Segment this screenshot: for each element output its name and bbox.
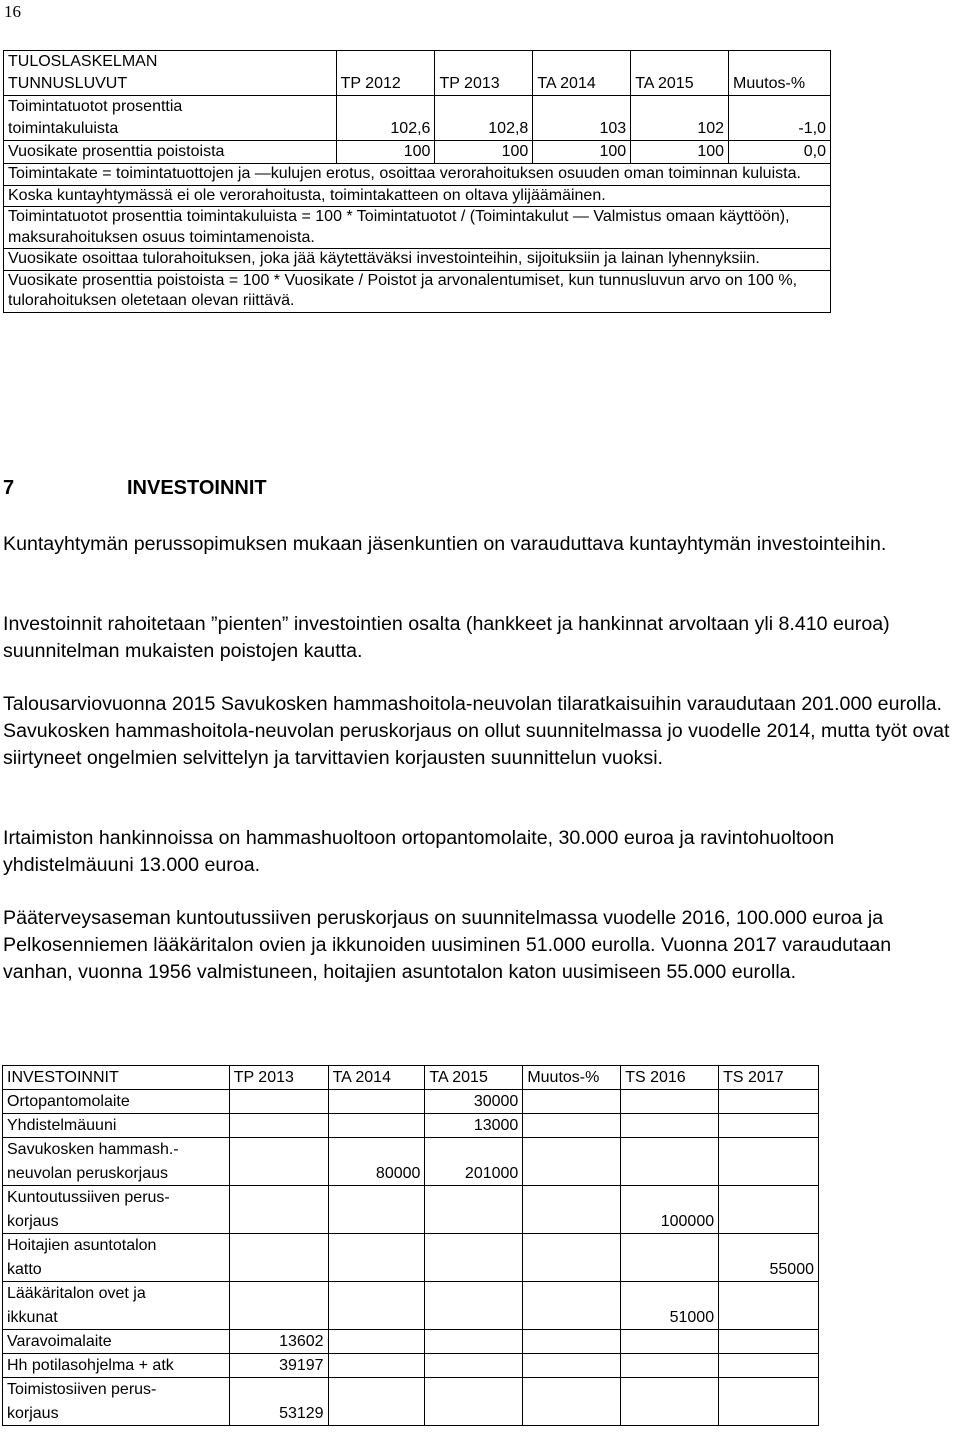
table-cell	[229, 1282, 328, 1330]
table-cell	[523, 1138, 621, 1186]
table-header-row	[3, 1066, 819, 1090]
table-cell	[719, 1354, 819, 1378]
table-cell: 13602	[229, 1330, 328, 1354]
table-cell	[523, 1282, 621, 1330]
table-cell: -1,0	[729, 96, 831, 141]
table-cell: 103	[533, 96, 631, 141]
row-label: Vuosikate prosenttia poistoista	[4, 141, 337, 164]
table-cell	[523, 1090, 621, 1114]
table-cell	[328, 1354, 425, 1378]
column-header: INVESTOINNIT	[3, 1066, 230, 1090]
table-cell	[328, 1330, 425, 1354]
table-note: Vuosikate prosenttia poistoista = 100 * Vuosikate / Poistot ja arvonalentumiset, kun tunnusluvun arvo on 100 %, tulorahoituksen oletetaan olevan riittävä.	[4, 270, 831, 312]
column-header: Muutos-%	[729, 51, 831, 96]
table-cell: 55000	[719, 1234, 819, 1282]
table-row	[3, 1138, 819, 1186]
table-cell: 51000	[621, 1282, 719, 1330]
table-cell: 102,8	[435, 96, 533, 141]
table-cell	[328, 1378, 425, 1426]
table-row	[3, 1090, 819, 1114]
column-header: TA 2014	[533, 51, 631, 96]
row-label	[3, 1186, 230, 1234]
table-cell: 100000	[621, 1186, 719, 1234]
table-cell	[523, 1186, 621, 1234]
column-header: TA 2014	[328, 1066, 425, 1090]
table-cell	[719, 1138, 819, 1186]
row-label-line1: Hh potilasohjelma + atk	[7, 1357, 174, 1374]
row-label	[3, 1378, 230, 1426]
table-cell: 100	[533, 141, 631, 164]
table-cell	[523, 1234, 621, 1282]
table-cell	[621, 1354, 719, 1378]
table-row	[3, 1354, 819, 1378]
table-cell: 100	[631, 141, 729, 164]
table-note: Toimintatuotot prosenttia toimintakuluista = 100 * Toimintatuotot / (Toimintakulut — Valmistus omaan käyttöön), maksurahoituksen osuus toimintamenoista.	[4, 207, 831, 249]
table-cell	[425, 1234, 523, 1282]
column-header: TA 2015	[631, 51, 729, 96]
table-row	[4, 185, 831, 207]
table-cell	[229, 1090, 328, 1114]
table-row	[4, 96, 831, 141]
table-cell: 100	[435, 141, 533, 164]
table-cell	[328, 1114, 425, 1138]
row-label-line2: katto	[7, 1260, 42, 1278]
paragraph: Kuntayhtymän perussopimuksen mukaan jäsenkuntien on varauduttava kuntayhtymän investointeihin.	[3, 533, 887, 555]
table-cell	[425, 1186, 523, 1234]
table-row	[3, 1330, 819, 1354]
table-cell	[719, 1090, 819, 1114]
row-label-line2: ikkunat	[7, 1308, 58, 1326]
table-cell	[621, 1114, 719, 1138]
row-label-line1: Toimintatuotot prosenttia	[8, 98, 183, 115]
table-cell	[719, 1114, 819, 1138]
column-header: TS 2017	[719, 1066, 819, 1090]
table-row	[3, 1378, 819, 1426]
table-cell	[719, 1378, 819, 1426]
table-note: Vuosikate osoittaa tulorahoituksen, joka jää käytettäväksi investointeihin, sijoituksiin ja lainan lyhennyksiin.	[4, 249, 831, 271]
table-cell: 100	[336, 141, 435, 164]
table-note: Koska kuntayhtymässä ei ole verorahoitusta, toimintakatteen on oltava ylijäämäinen.	[4, 185, 831, 207]
row-label	[3, 1330, 230, 1354]
table-row	[4, 164, 831, 186]
table-cell	[621, 1138, 719, 1186]
table-row	[3, 1114, 819, 1138]
table-cell: 201000	[425, 1138, 523, 1186]
column-header: TP 2013	[229, 1066, 328, 1090]
paragraph: Talousarviovuonna 2015 Savukosken hammashoitola-neuvolan tilaratkaisuihin varaudutaan 201.000 eurolla. Savukosken hammashoitola-neuvolan peruskorjaus on ollut suunnitelmassa jo vuodelle 2014, mutta työt ovat siirtyneet ongelmien selvittelyn ja tarvittavien korjausten suunnittelun vuoksi.	[3, 693, 950, 769]
table-cell	[621, 1090, 719, 1114]
table-cell	[621, 1234, 719, 1282]
table-row	[3, 1234, 819, 1282]
table-cell	[328, 1282, 425, 1330]
column-header: TP 2012	[336, 51, 435, 96]
row-label-line1: Varavoimalaite	[7, 1333, 112, 1350]
section-title: INVESTOINNIT	[127, 477, 267, 499]
row-label-line1: Savukosken hammash.-	[7, 1141, 179, 1158]
column-header: TS 2016	[621, 1066, 719, 1090]
table-cell	[523, 1114, 621, 1138]
row-label-line2: korjaus	[7, 1212, 59, 1230]
table-cell	[523, 1378, 621, 1426]
table-cell	[328, 1090, 425, 1114]
paragraph: Investoinnit rahoitetaan ”pienten” investointien osalta (hankkeet ja hankinnat arvoltaan yli 8.410 euroa) suunnitelman mukaisten poistojen kautta.	[3, 613, 890, 662]
table-title	[4, 51, 337, 96]
table-row	[4, 207, 831, 249]
table-cell	[425, 1378, 523, 1426]
table-cell	[523, 1354, 621, 1378]
table-cell	[328, 1186, 425, 1234]
table-title-line1: TULOSLASKELMAN	[8, 53, 158, 70]
table-row	[3, 1282, 819, 1330]
row-label-line1: Hoitajien asuntotalon	[7, 1237, 157, 1254]
table-cell: 13000	[425, 1114, 523, 1138]
section-number: 7	[3, 477, 15, 499]
key-figures-table	[3, 50, 831, 313]
row-label-line2: toimintakuluista	[8, 120, 119, 137]
row-label-line1: Ortopantomolaite	[7, 1093, 130, 1110]
table-cell	[719, 1282, 819, 1330]
row-label	[3, 1090, 230, 1114]
table-cell: 102,6	[336, 96, 435, 141]
row-label-line1: Yhdistelmäuuni	[7, 1117, 117, 1134]
table-cell	[425, 1282, 523, 1330]
row-label	[3, 1282, 230, 1330]
column-header: Muutos-%	[523, 1066, 621, 1090]
table-cell: 39197	[229, 1354, 328, 1378]
row-label-line2: korjaus	[7, 1404, 59, 1422]
paragraph: Irtaimiston hankinnoissa on hammashuoltoon ortopantomolaite, 30.000 euroa ja ravintohuoltoon yhdistelmäuuni 13.000 euroa.	[3, 827, 835, 876]
table-cell	[719, 1186, 819, 1234]
row-label-line2: neuvolan peruskorjaus	[7, 1164, 168, 1182]
column-header: TA 2015	[425, 1066, 523, 1090]
row-label	[3, 1138, 230, 1186]
row-label-line1: Toimistosiiven perus-	[7, 1381, 157, 1398]
row-label	[3, 1234, 230, 1282]
column-header: TP 2013	[435, 51, 533, 96]
table-cell	[425, 1354, 523, 1378]
row-label	[3, 1114, 230, 1138]
row-label-line1: Lääkäritalon ovet ja	[7, 1285, 146, 1302]
table-row	[3, 1186, 819, 1234]
table-cell	[229, 1234, 328, 1282]
table-title-line2: TUNNUSLUVUT	[8, 75, 128, 92]
table-cell: 30000	[425, 1090, 523, 1114]
table-cell: 0,0	[729, 141, 831, 164]
table-cell	[229, 1138, 328, 1186]
paragraph: Pääterveysaseman kuntoutussiiven peruskorjaus on suunnitelmassa vuodelle 2016, 100.000 euroa ja Pelkosenniemen lääkäritalon ovien ja ikkunoiden uusiminen 51.000 eurolla. Vuonna 2017 varaudutaan vanhan, vuonna 1956 valmistuneen, hoitajien asuntotalon katon uusimiseen 55.000 eurolla.	[3, 907, 892, 983]
table-cell	[523, 1330, 621, 1354]
row-label	[4, 96, 337, 141]
investments-table	[2, 1065, 819, 1426]
table-cell	[719, 1330, 819, 1354]
table-cell: 80000	[328, 1138, 425, 1186]
table-cell: 102	[631, 96, 729, 141]
table-cell	[229, 1114, 328, 1138]
table-note: Toimintakate = toimintatuottojen ja —kulujen erotus, osoittaa verorahoituksen osuuden oman toiminnan kuluista.	[4, 164, 831, 186]
table-cell	[229, 1186, 328, 1234]
table-cell: 53129	[229, 1378, 328, 1426]
table-cell	[425, 1330, 523, 1354]
page-number: 16	[4, 2, 21, 21]
table-row	[4, 249, 831, 271]
row-label	[3, 1354, 230, 1378]
table-row	[4, 51, 831, 96]
table-cell	[621, 1330, 719, 1354]
table-row	[4, 141, 831, 164]
table-row	[4, 270, 831, 312]
table-cell	[621, 1378, 719, 1426]
table-cell	[328, 1234, 425, 1282]
row-label-line1: Kuntoutussiiven perus-	[7, 1189, 170, 1206]
